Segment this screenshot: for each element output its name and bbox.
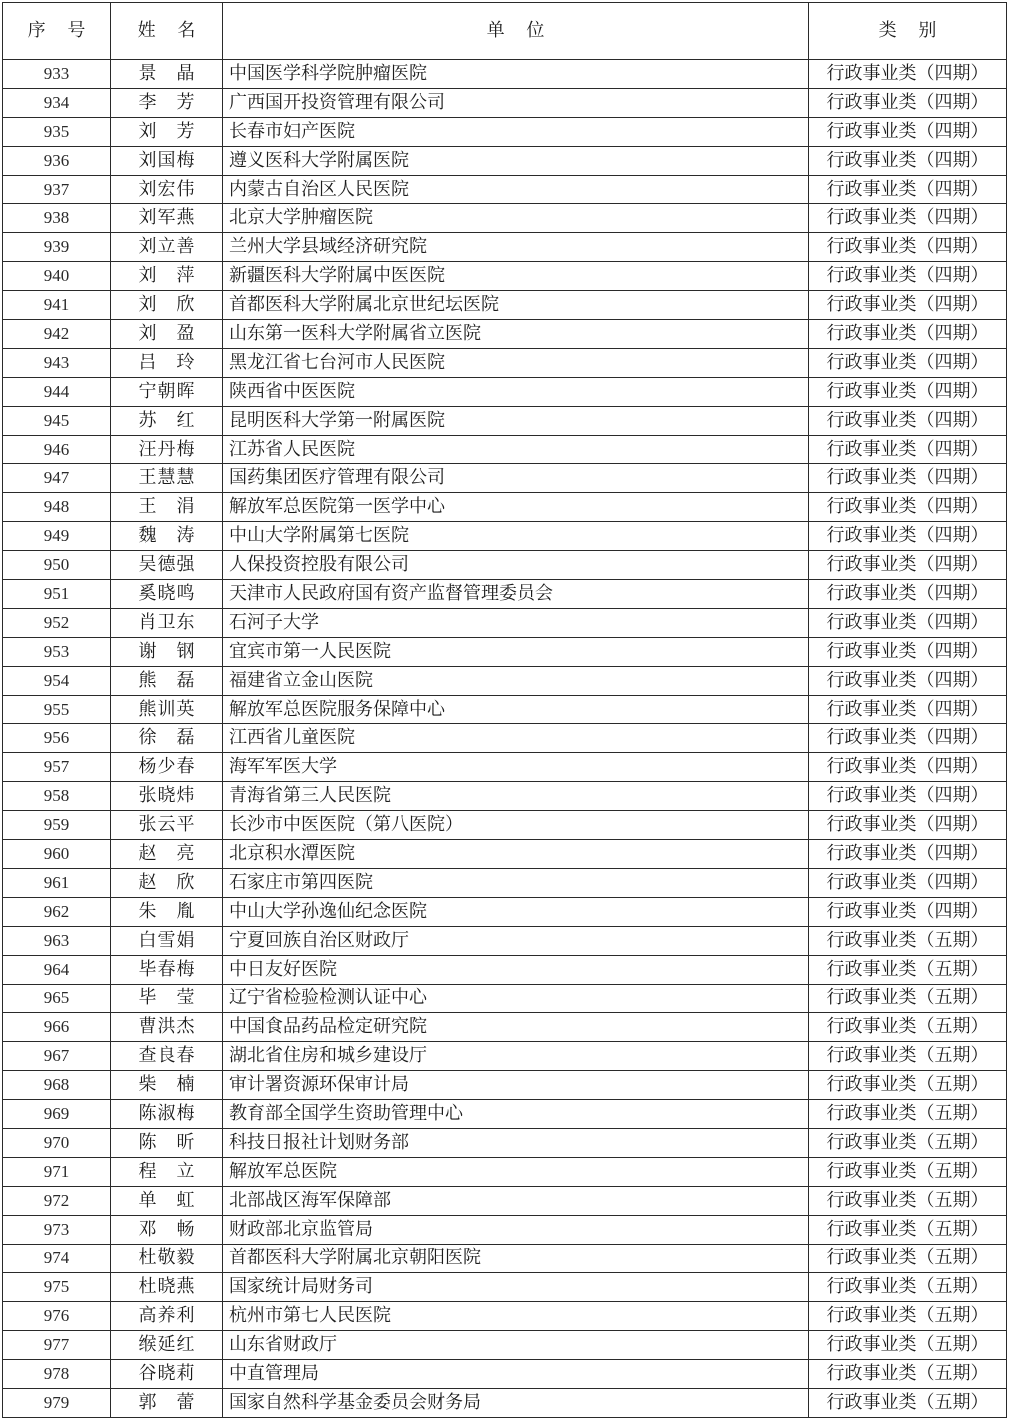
table-row [3, 406, 1007, 435]
cell-category: 行政事业类（四期） [809, 868, 1007, 897]
cell-serial-number: 942 [3, 320, 111, 349]
table-row [3, 1186, 1007, 1215]
cell-name [111, 1273, 223, 1302]
cell-unit: 北京大学肿瘤医院 [223, 204, 809, 233]
cell-name [111, 1331, 223, 1360]
table-row [3, 782, 1007, 811]
cell-category: 行政事业类（四期） [809, 551, 1007, 580]
cell-name-text: 谢 钢 [138, 640, 195, 662]
cell-unit: 青海省第三人民医院 [223, 782, 809, 811]
cell-unit: 宜宾市第一人民医院 [223, 637, 809, 666]
cell-name-text: 高养利 [138, 1305, 195, 1327]
cell-unit: 江苏省人民医院 [223, 435, 809, 464]
cell-serial-number: 951 [3, 580, 111, 609]
cell-name-text: 熊 磊 [138, 669, 195, 691]
cell-category: 行政事业类（四期） [809, 320, 1007, 349]
cell-name [111, 146, 223, 175]
cell-unit: 石河子大学 [223, 608, 809, 637]
cell-category: 行政事业类（四期） [809, 580, 1007, 609]
cell-serial-number: 946 [3, 435, 111, 464]
header-unit: 单 位 [223, 3, 809, 60]
cell-serial-number: 955 [3, 695, 111, 724]
cell-name-text: 吕 玲 [138, 351, 195, 373]
cell-unit: 江西省儿童医院 [223, 724, 809, 753]
cell-name [111, 233, 223, 262]
table-row [3, 695, 1007, 724]
cell-name-text: 曹洪杰 [138, 1016, 195, 1038]
table-row [3, 60, 1007, 89]
header-name: 姓 名 [111, 3, 223, 60]
table-row [3, 204, 1007, 233]
cell-category: 行政事业类（四期） [809, 291, 1007, 320]
cell-category: 行政事业类（四期） [809, 60, 1007, 89]
cell-serial-number: 945 [3, 406, 111, 435]
cell-unit: 长沙市中医医院（第八医院） [223, 811, 809, 840]
cell-category: 行政事业类（五期） [809, 1013, 1007, 1042]
cell-unit: 中日友好医院 [223, 955, 809, 984]
cell-name-text: 王慧慧 [138, 467, 195, 489]
table-body [3, 60, 1007, 1418]
cell-category: 行政事业类（四期） [809, 897, 1007, 926]
cell-name [111, 464, 223, 493]
cell-name [111, 117, 223, 146]
cell-unit: 遵义医科大学附属医院 [223, 146, 809, 175]
table-row [3, 1388, 1007, 1417]
table-row [3, 1157, 1007, 1186]
cell-name [111, 377, 223, 406]
cell-name [111, 1186, 223, 1215]
table-row [3, 955, 1007, 984]
cell-unit: 北部战区海军保障部 [223, 1186, 809, 1215]
table-row [3, 348, 1007, 377]
cell-category: 行政事业类（四期） [809, 204, 1007, 233]
cell-name [111, 262, 223, 291]
cell-unit: 天津市人民政府国有资产监督管理委员会 [223, 580, 809, 609]
cell-serial-number: 962 [3, 897, 111, 926]
cell-unit: 广西国开投资管理有限公司 [223, 88, 809, 117]
cell-category: 行政事业类（五期） [809, 984, 1007, 1013]
table-row [3, 637, 1007, 666]
cell-name [111, 984, 223, 1013]
cell-serial-number: 947 [3, 464, 111, 493]
cell-name-text: 单 虹 [138, 1189, 195, 1211]
table-row [3, 1302, 1007, 1331]
cell-unit: 中山大学孙逸仙纪念医院 [223, 897, 809, 926]
table-row [3, 1042, 1007, 1071]
cell-category: 行政事业类（四期） [809, 88, 1007, 117]
cell-category: 行政事业类（四期） [809, 637, 1007, 666]
cell-name-text: 熊训英 [138, 698, 195, 720]
cell-category: 行政事业类（四期） [809, 377, 1007, 406]
cell-name [111, 811, 223, 840]
cell-unit: 中直管理局 [223, 1360, 809, 1389]
cell-unit: 解放军总医院第一医学中心 [223, 493, 809, 522]
cell-serial-number: 934 [3, 88, 111, 117]
cell-category: 行政事业类（四期） [809, 782, 1007, 811]
cell-unit: 湖北省住房和城乡建设厅 [223, 1042, 809, 1071]
cell-serial-number: 937 [3, 175, 111, 204]
cell-category: 行政事业类（四期） [809, 493, 1007, 522]
cell-serial-number: 969 [3, 1100, 111, 1129]
cell-category: 行政事业类（五期） [809, 1100, 1007, 1129]
header-row [3, 3, 1007, 60]
cell-name [111, 88, 223, 117]
cell-name [111, 1215, 223, 1244]
cell-name-text: 陈 昕 [138, 1131, 195, 1153]
cell-name-text: 赵 亮 [138, 842, 195, 864]
table-row [3, 1360, 1007, 1389]
cell-category: 行政事业类（四期） [809, 522, 1007, 551]
cell-name-text: 查良春 [138, 1045, 195, 1067]
cell-serial-number: 978 [3, 1360, 111, 1389]
cell-category: 行政事业类（五期） [809, 1273, 1007, 1302]
table-row [3, 1215, 1007, 1244]
cell-name-text: 宁朝晖 [138, 380, 195, 402]
cell-category: 行政事业类（五期） [809, 1071, 1007, 1100]
cell-name-text: 景 晶 [138, 62, 195, 84]
cell-name-text: 刘 欣 [138, 294, 195, 316]
cell-unit: 审计署资源环保审计局 [223, 1071, 809, 1100]
cell-name [111, 493, 223, 522]
table-row [3, 262, 1007, 291]
cell-name-text: 刘国梅 [138, 149, 195, 171]
cell-unit: 内蒙古自治区人民医院 [223, 175, 809, 204]
cell-name-text: 肖卫东 [138, 611, 195, 633]
cell-name-text: 陈淑梅 [138, 1103, 195, 1124]
table-row [3, 753, 1007, 782]
cell-serial-number: 977 [3, 1331, 111, 1360]
cell-name [111, 1042, 223, 1071]
cell-name-text: 李 芳 [138, 91, 195, 113]
cell-serial-number: 976 [3, 1302, 111, 1331]
cell-category: 行政事业类（四期） [809, 146, 1007, 175]
cell-name-text: 刘 萍 [138, 265, 195, 287]
cell-name [111, 1100, 223, 1129]
cell-name-text: 吴德强 [138, 554, 195, 576]
cell-name-text: 邓 畅 [138, 1218, 195, 1240]
cell-serial-number: 973 [3, 1215, 111, 1244]
cell-name [111, 840, 223, 869]
cell-name-text: 汪丹梅 [138, 438, 195, 460]
cell-serial-number: 938 [3, 204, 111, 233]
cell-category: 行政事业类（四期） [809, 175, 1007, 204]
cell-category: 行政事业类（四期） [809, 233, 1007, 262]
cell-category: 行政事业类（五期） [809, 1186, 1007, 1215]
cell-serial-number: 974 [3, 1244, 111, 1273]
cell-category: 行政事业类（四期） [809, 724, 1007, 753]
cell-serial-number: 961 [3, 868, 111, 897]
table-row [3, 897, 1007, 926]
cell-serial-number: 944 [3, 377, 111, 406]
cell-unit: 山东省财政厅 [223, 1331, 809, 1360]
cell-serial-number: 968 [3, 1071, 111, 1100]
cell-name-text: 张晓炜 [138, 785, 195, 807]
cell-name-text: 王 涓 [138, 496, 195, 518]
cell-category: 行政事业类（五期） [809, 1360, 1007, 1389]
table-row [3, 926, 1007, 955]
cell-name [111, 291, 223, 320]
table-row [3, 1100, 1007, 1129]
cell-name [111, 955, 223, 984]
cell-name-text: 杜敬毅 [138, 1247, 195, 1269]
cell-serial-number: 957 [3, 753, 111, 782]
table-row [3, 608, 1007, 637]
table-row [3, 175, 1007, 204]
cell-unit: 石家庄市第四医院 [223, 868, 809, 897]
table-row [3, 840, 1007, 869]
cell-name [111, 724, 223, 753]
cell-serial-number: 952 [3, 608, 111, 637]
cell-name-text: 刘宏伟 [138, 178, 195, 200]
cell-serial-number: 979 [3, 1388, 111, 1417]
cell-unit: 国药集团医疗管理有限公司 [223, 464, 809, 493]
table-row [3, 1071, 1007, 1100]
cell-name-text: 魏 涛 [138, 525, 195, 547]
cell-unit: 宁夏回族自治区财政厅 [223, 926, 809, 955]
cell-category: 行政事业类（五期） [809, 1388, 1007, 1417]
cell-serial-number: 972 [3, 1186, 111, 1215]
cell-name [111, 60, 223, 89]
cell-serial-number: 965 [3, 984, 111, 1013]
table-row [3, 984, 1007, 1013]
cell-name [111, 1128, 223, 1157]
cell-serial-number: 933 [3, 60, 111, 89]
cell-name-text: 刘立善 [138, 236, 195, 258]
cell-unit: 杭州市第七人民医院 [223, 1302, 809, 1331]
cell-name-text: 奚晓鸣 [138, 582, 195, 604]
cell-serial-number: 940 [3, 262, 111, 291]
cell-unit: 解放军总医院 [223, 1157, 809, 1186]
table-row [3, 551, 1007, 580]
cell-unit: 财政部北京监管局 [223, 1215, 809, 1244]
cell-category: 行政事业类（五期） [809, 1042, 1007, 1071]
cell-unit: 昆明医科大学第一附属医院 [223, 406, 809, 435]
cell-serial-number: 975 [3, 1273, 111, 1302]
cell-serial-number: 958 [3, 782, 111, 811]
cell-name [111, 897, 223, 926]
cell-name [111, 1244, 223, 1273]
cell-name [111, 551, 223, 580]
cell-unit: 教育部全国学生资助管理中心 [223, 1100, 809, 1129]
table-row [3, 1331, 1007, 1360]
cell-unit: 长春市妇产医院 [223, 117, 809, 146]
cell-name [111, 637, 223, 666]
cell-name [111, 175, 223, 204]
table-header [3, 3, 1007, 60]
cell-name-text: 程 立 [138, 1160, 195, 1182]
cell-name-text: 刘 芳 [138, 120, 195, 142]
cell-unit: 陕西省中医医院 [223, 377, 809, 406]
cell-name-text: 朱 胤 [138, 900, 195, 922]
cell-unit: 山东第一医科大学附属省立医院 [223, 320, 809, 349]
cell-name-text: 苏 红 [138, 409, 195, 431]
cell-name-text: 张云平 [138, 814, 195, 836]
header-serial-number: 序 号 [3, 3, 111, 60]
cell-category: 行政事业类（四期） [809, 753, 1007, 782]
table-row [3, 117, 1007, 146]
table-row [3, 233, 1007, 262]
cell-name [111, 608, 223, 637]
cell-category: 行政事业类（四期） [809, 406, 1007, 435]
cell-category: 行政事业类（四期） [809, 435, 1007, 464]
cell-name [111, 1157, 223, 1186]
cell-serial-number: 941 [3, 291, 111, 320]
table-row [3, 522, 1007, 551]
cell-category: 行政事业类（四期） [809, 348, 1007, 377]
cell-name [111, 1071, 223, 1100]
cell-serial-number: 953 [3, 637, 111, 666]
table-row [3, 868, 1007, 897]
cell-name-text: 缑延红 [138, 1334, 195, 1356]
cell-name-text: 徐 磊 [138, 727, 195, 749]
table-row [3, 435, 1007, 464]
cell-name [111, 522, 223, 551]
cell-serial-number: 935 [3, 117, 111, 146]
cell-serial-number: 956 [3, 724, 111, 753]
cell-name [111, 1013, 223, 1042]
cell-name-text: 刘 盈 [138, 322, 195, 344]
cell-name-text: 杨少春 [138, 756, 195, 778]
cell-name [111, 1360, 223, 1389]
table-row [3, 811, 1007, 840]
table-row [3, 146, 1007, 175]
cell-unit: 科技日报社计划财务部 [223, 1128, 809, 1157]
cell-name [111, 406, 223, 435]
cell-name [111, 435, 223, 464]
cell-name [111, 666, 223, 695]
cell-serial-number: 966 [3, 1013, 111, 1042]
cell-name [111, 695, 223, 724]
cell-name [111, 1388, 223, 1417]
cell-category: 行政事业类（五期） [809, 1157, 1007, 1186]
cell-unit: 中山大学附属第七医院 [223, 522, 809, 551]
table-row [3, 88, 1007, 117]
cell-category: 行政事业类（五期） [809, 1302, 1007, 1331]
cell-name [111, 753, 223, 782]
table-row [3, 320, 1007, 349]
cell-name [111, 782, 223, 811]
cell-name-text: 郭 蕾 [138, 1391, 195, 1413]
cell-serial-number: 971 [3, 1157, 111, 1186]
cell-name [111, 580, 223, 609]
cell-category: 行政事业类（五期） [809, 1244, 1007, 1273]
header-category: 类 别 [809, 3, 1007, 60]
table-row [3, 724, 1007, 753]
cell-name-text: 赵 欣 [138, 871, 195, 893]
cell-category: 行政事业类（四期） [809, 811, 1007, 840]
cell-unit: 新疆医科大学附属中医医院 [223, 262, 809, 291]
table-row [3, 1273, 1007, 1302]
cell-serial-number: 943 [3, 348, 111, 377]
cell-unit: 海军军医大学 [223, 753, 809, 782]
cell-serial-number: 948 [3, 493, 111, 522]
table-row [3, 666, 1007, 695]
cell-name [111, 926, 223, 955]
cell-serial-number: 967 [3, 1042, 111, 1071]
table-row [3, 1128, 1007, 1157]
table-row [3, 1013, 1007, 1042]
table-row [3, 464, 1007, 493]
cell-serial-number: 949 [3, 522, 111, 551]
cell-category: 行政事业类（四期） [809, 608, 1007, 637]
cell-name [111, 348, 223, 377]
cell-category: 行政事业类（五期） [809, 1215, 1007, 1244]
cell-name-text: 白雪娟 [138, 929, 195, 951]
cell-category: 行政事业类（四期） [809, 117, 1007, 146]
cell-category: 行政事业类（四期） [809, 262, 1007, 291]
cell-category: 行政事业类（四期） [809, 464, 1007, 493]
cell-category: 行政事业类（五期） [809, 1128, 1007, 1157]
table-row [3, 580, 1007, 609]
cell-name-text: 毕春梅 [138, 958, 195, 980]
cell-serial-number: 950 [3, 551, 111, 580]
cell-name-text: 柴 楠 [138, 1074, 195, 1096]
cell-category: 行政事业类（五期） [809, 926, 1007, 955]
cell-serial-number: 964 [3, 955, 111, 984]
cell-name [111, 204, 223, 233]
cell-serial-number: 954 [3, 666, 111, 695]
cell-name-text: 毕 莹 [138, 987, 195, 1009]
cell-unit: 解放军总医院服务保障中心 [223, 695, 809, 724]
cell-category: 行政事业类（四期） [809, 695, 1007, 724]
table-row [3, 377, 1007, 406]
cell-unit: 国家自然科学基金委员会财务局 [223, 1388, 809, 1417]
table-row [3, 1244, 1007, 1273]
cell-category: 行政事业类（四期） [809, 666, 1007, 695]
cell-serial-number: 970 [3, 1128, 111, 1157]
cell-unit: 人保投资控股有限公司 [223, 551, 809, 580]
cell-unit: 国家统计局财务司 [223, 1273, 809, 1302]
cell-unit: 中国医学科学院肿瘤医院 [223, 60, 809, 89]
cell-name-text: 杜晓燕 [138, 1276, 195, 1298]
cell-serial-number: 936 [3, 146, 111, 175]
cell-unit: 辽宁省检验检测认证中心 [223, 984, 809, 1013]
table-row [3, 493, 1007, 522]
cell-name [111, 868, 223, 897]
cell-serial-number: 939 [3, 233, 111, 262]
cell-serial-number: 959 [3, 811, 111, 840]
table-row [3, 291, 1007, 320]
cell-unit: 首都医科大学附属北京世纪坛医院 [223, 291, 809, 320]
roster-table [2, 2, 1007, 1418]
cell-serial-number: 960 [3, 840, 111, 869]
cell-name-text: 刘军燕 [138, 207, 195, 229]
cell-name [111, 1302, 223, 1331]
cell-unit: 首都医科大学附属北京朝阳医院 [223, 1244, 809, 1273]
cell-unit: 中国食品药品检定研究院 [223, 1013, 809, 1042]
cell-name [111, 320, 223, 349]
cell-category: 行政事业类（五期） [809, 955, 1007, 984]
cell-serial-number: 963 [3, 926, 111, 955]
cell-category: 行政事业类（五期） [809, 1331, 1007, 1360]
cell-unit: 黑龙江省七台河市人民医院 [223, 348, 809, 377]
cell-unit: 福建省立金山医院 [223, 666, 809, 695]
cell-name-text: 谷晓莉 [138, 1363, 195, 1385]
cell-unit: 兰州大学县域经济研究院 [223, 233, 809, 262]
cell-unit: 北京积水潭医院 [223, 840, 809, 869]
cell-category: 行政事业类（四期） [809, 840, 1007, 869]
